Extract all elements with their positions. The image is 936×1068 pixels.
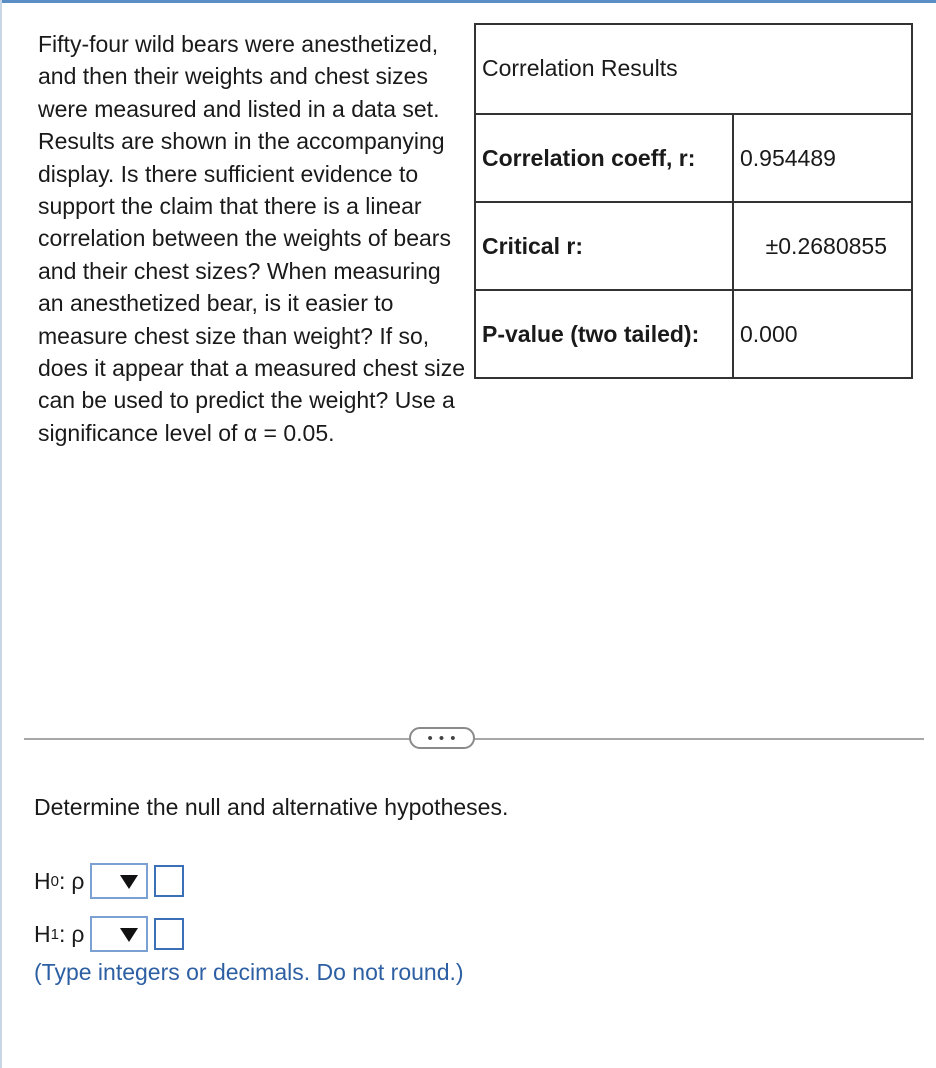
correlation-coeff-value: 0.954489 [733, 114, 912, 202]
h0-subscript: 0 [50, 872, 59, 890]
more-options-button[interactable]: • • • [409, 727, 475, 749]
h1-colon: : [58, 920, 66, 947]
correlation-coeff-label: Correlation coeff, r: [475, 114, 733, 202]
question-text: Fifty-four wild bears were anesthetized, and then their weights and chest sizes were measured and listed in a data set. Results are shown in the accompanying display. Is there sufficient evidence to support the claim that there is a linear correlation between the weights of bears and their chest sizes? When measuring an anesthetized bear, is it easier to measure chest size than weight? If so, does it appear that a measured chest size can be used to predict the weight? Use a significance level of α = 0.05. [38, 31, 466, 446]
h1-relation-dropdown[interactable] [90, 916, 148, 952]
h0-relation-dropdown[interactable] [90, 863, 148, 899]
p-value-label: P-value (two tailed): [475, 290, 733, 378]
critical-r-label: Critical r: [475, 202, 733, 290]
critical-r-value: ±0.2680855 [733, 202, 912, 290]
table-row [475, 114, 912, 202]
h0-colon: : [58, 867, 66, 894]
h1-subscript: 1 [50, 925, 59, 943]
h0-value-input[interactable] [154, 865, 184, 897]
null-hypothesis-row [34, 863, 184, 899]
table-row [475, 290, 912, 378]
table-row [475, 202, 912, 290]
alt-hypothesis-row [34, 916, 184, 952]
correlation-results-table [474, 23, 913, 379]
h0-rho-symbol: ρ [71, 867, 85, 894]
h0-symbol: H [34, 867, 51, 894]
h1-symbol: H [34, 920, 51, 947]
dropdown-arrow-icon [120, 875, 138, 889]
h1-rho-symbol: ρ [71, 920, 85, 947]
p-value-value: 0.000 [733, 290, 912, 378]
input-hint: (Type integers or decimals. Do not round.) [34, 959, 464, 985]
top-border [0, 0, 936, 3]
left-border [0, 0, 2, 1068]
dropdown-arrow-icon [120, 928, 138, 942]
instruction-text: Determine the null and alternative hypotheses. [34, 794, 509, 820]
results-title: Correlation Results [475, 24, 912, 114]
h1-value-input[interactable] [154, 918, 184, 950]
